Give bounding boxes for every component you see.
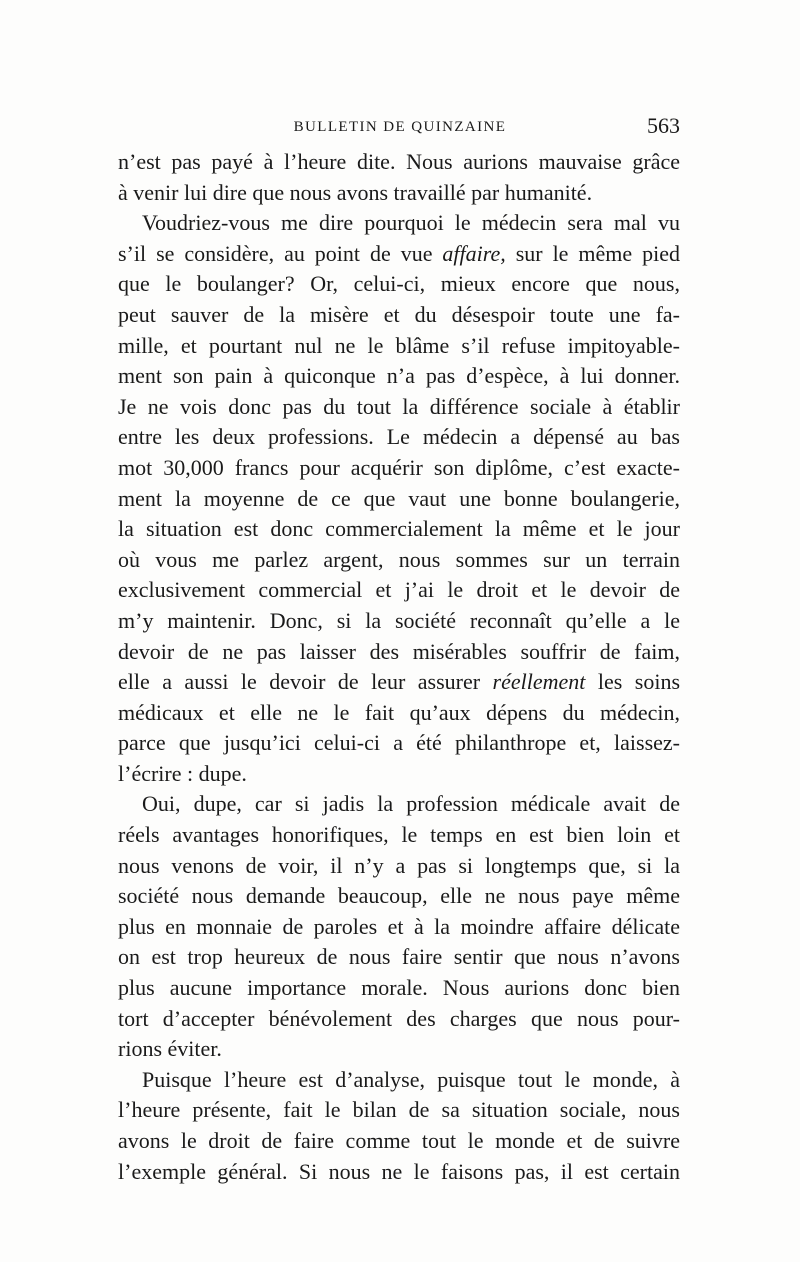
text-line: l’heure présente, fait le bilan de sa situation sociale, nous [118,1097,680,1123]
page-number: 563 [647,113,680,138]
page-header [120,113,680,143]
italic-word: réellement [492,669,586,695]
text-line: parce que jusqu’ici celui-ci a été philanthrope et, laissez- [118,730,680,756]
text-line: exclusivement commercial et j’ai le droit et le devoir de [118,577,680,603]
text-line: société nous demande beaucoup, elle ne nous paye même [118,883,680,909]
text-line: rions éviter. [118,1036,222,1062]
text-line: que le boulanger? Or, celui-ci, mieux encore que nous, [118,271,680,297]
line-segment: les soins [597,669,681,695]
text-line: l’écrire : dupe. [118,760,247,786]
italic-word: affaire, [442,240,506,266]
text-line: Oui, dupe, car si jadis la profession médicale avait de [142,791,680,817]
text-line: médicaux et elle ne le fait qu’aux dépens du médecin, [118,699,680,725]
text-line: on est trop heureux de nous faire sentir que nous n’avons [118,944,680,970]
text-line: plus en monnaie de paroles et à la moindre affaire délicate [118,913,680,939]
line-segment: sur le même pied [515,240,680,266]
text-line: m’y maintenir. Donc, si la société reconnaît qu’elle a le [118,607,680,633]
text-line: devoir de ne pas laisser des misérables souffrir de faim, [118,638,680,664]
text-line: avons le droit de faire comme tout le monde et de suivre [118,1128,680,1153]
text-line: l’exemple général. Si nous ne le faisons pas, il est certain [118,1158,680,1184]
text-line: mot 30,000 francs pour acquérir son diplôme, c’est exacte- [118,454,680,480]
text-line [118,239,680,270]
text-line: peut sauver de la misère et du désespoir toute une fa- [118,301,680,327]
text-line: ment la moyenne de ce que vaut une bonne boulangerie, [118,485,680,511]
text-line: réels avantages honorifiques, le temps en est bien loin et [118,822,680,848]
text-line: Puisque l’heure est d’analyse, puisque tout le monde, à [142,1066,680,1092]
text-line [118,667,680,698]
text-line: où vous me parlez argent, nous sommes sur un terrain [118,546,680,572]
body-text [118,147,680,1187]
text-line: Je ne vois donc pas du tout la différence sociale à établir [118,393,680,419]
text-line: mille, et pourtant nul ne le blâme s’il refuse impitoyable- [118,332,680,358]
running-head: BULLETIN DE QUINZAINE [293,119,507,135]
text-line: la situation est donc commercialement la même et le jour [118,516,680,542]
line-segment: s’il se considère, au point de vue [118,240,433,266]
text-line: tort d’accepter bénévolement des charges que nous pour- [118,1005,680,1031]
text-line: entre les deux professions. Le médecin a dépensé au bas [118,424,680,450]
text-line: nous venons de voir, il n’y a pas si longtemps que, si la [118,852,680,878]
text-line: à venir lui dire que nous avons travaillé par humanité. [118,179,593,205]
text-line: Voudriez-vous me dire pourquoi le médecin sera mal vu [142,210,680,236]
text-line: n’est pas payé à l’heure dite. Nous aurions mauvaise grâce [118,149,680,174]
line-segment: elle a aussi le devoir de leur assurer [118,669,481,695]
text-line: ment son pain à quiconque n’a pas d’espèce, à lui donner. [118,363,680,389]
text-line: plus aucune importance morale. Nous aurions donc bien [118,975,680,1001]
